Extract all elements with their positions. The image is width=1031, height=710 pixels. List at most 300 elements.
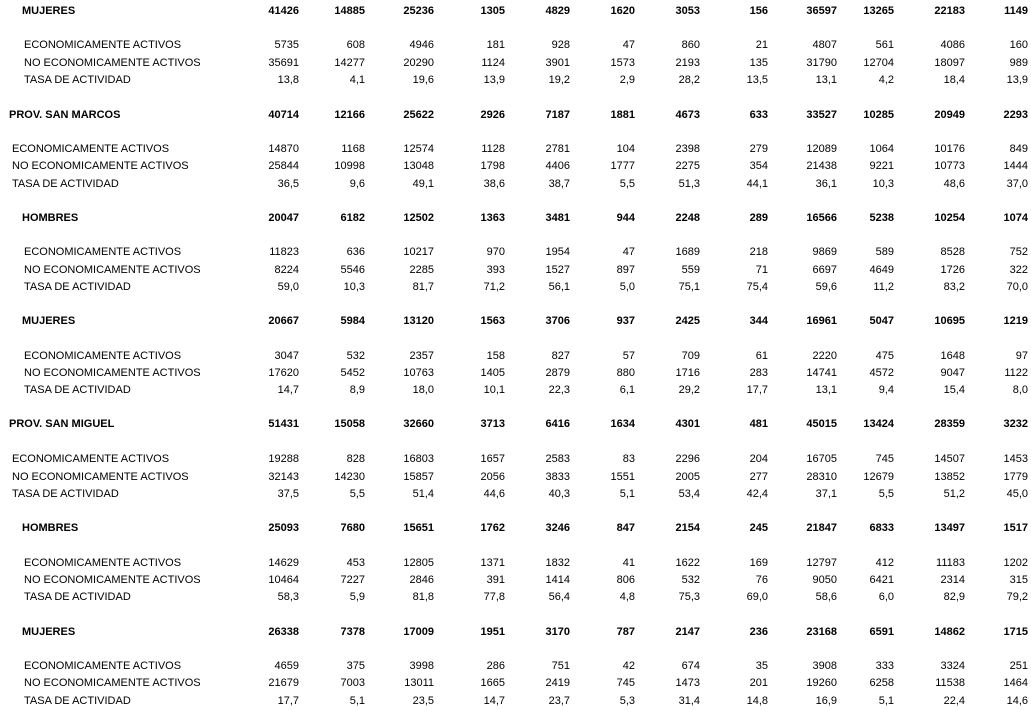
table-cell: 23168 [806, 626, 837, 638]
table-cell: 9,6 [349, 178, 365, 190]
table-cell: 7003 [340, 677, 365, 689]
table-cell: 10,1 [483, 384, 505, 396]
table-cell: 36,5 [277, 178, 299, 190]
table-cell: 42 [622, 660, 635, 672]
table-cell: 169 [749, 557, 768, 569]
table-cell: 827 [551, 350, 570, 362]
table-cell: 1064 [869, 143, 894, 155]
table-cell: 2879 [545, 367, 570, 379]
table-cell: 25622 [403, 109, 434, 121]
table-cell: 3232 [1003, 418, 1028, 430]
table-cell: 12574 [403, 143, 434, 155]
row-label: MUJERES [22, 626, 76, 638]
table-cell: 14,7 [277, 384, 299, 396]
table-cell: 13,8 [277, 74, 299, 86]
table-cell: 15651 [403, 522, 434, 534]
table-cell: 6421 [869, 574, 894, 586]
table-cell: 5,1 [878, 695, 894, 707]
table-cell: 1414 [545, 574, 570, 586]
row-label: TASA DE ACTIVIDAD [24, 384, 131, 396]
table-cell: 79,2 [1006, 591, 1028, 603]
table-cell: 44,1 [746, 178, 768, 190]
table-cell: 45015 [806, 418, 837, 430]
table-cell: 11538 [935, 677, 965, 689]
table-cell: 2193 [675, 57, 700, 69]
table-cell: 8,9 [349, 384, 365, 396]
table-cell: 14,8 [746, 695, 768, 707]
table-cell: 1517 [1003, 522, 1028, 534]
table-cell: 9047 [940, 367, 965, 379]
table-cell: 453 [346, 557, 365, 569]
row-label: ECONOMICAMENTE ACTIVOS [12, 143, 170, 155]
table-cell: 97 [1015, 350, 1028, 362]
table-cell: 28359 [934, 418, 965, 430]
table-cell: 71 [755, 264, 768, 276]
table-cell: 16705 [806, 453, 837, 465]
table-cell: 44,6 [483, 488, 505, 500]
table-cell: 7378 [340, 626, 365, 638]
table-cell: 29,2 [678, 384, 700, 396]
table-cell: 3047 [274, 350, 299, 362]
table-cell: 2583 [545, 453, 570, 465]
table-cell: 3706 [545, 315, 570, 327]
table-cell: 12797 [806, 557, 837, 569]
table-row [0, 488, 1031, 501]
group-row [0, 315, 1031, 328]
table-cell: 3324 [940, 660, 965, 672]
table-cell: 10998 [334, 160, 365, 172]
table-cell: 38,7 [548, 178, 570, 190]
table-cell: 33527 [806, 109, 837, 121]
table-cell: 6697 [812, 264, 837, 276]
table-cell: 1622 [675, 557, 700, 569]
table-cell: 12166 [334, 109, 365, 121]
table-cell: 1124 [481, 57, 505, 69]
table-cell: 2154 [675, 522, 700, 534]
table-cell: 4673 [675, 109, 700, 121]
table-cell: 14,6 [1006, 695, 1028, 707]
province-row [0, 109, 1031, 122]
table-cell: 279 [749, 143, 768, 155]
table-cell: 1305 [480, 5, 505, 17]
table-cell: 1573 [610, 57, 635, 69]
table-cell: 1951 [480, 626, 505, 638]
table-cell: 156 [749, 5, 768, 17]
table-cell: 56,1 [548, 281, 570, 293]
table-cell: 1634 [610, 418, 635, 430]
table-cell: 2248 [675, 212, 700, 224]
table-cell: 1954 [545, 246, 570, 258]
table-cell: 21438 [806, 160, 837, 172]
group-row [0, 522, 1031, 535]
table-cell: 10464 [268, 574, 299, 586]
table-cell: 13,1 [815, 384, 837, 396]
table-cell: 847 [616, 522, 635, 534]
table-cell: 12704 [863, 57, 894, 69]
table-cell: 745 [616, 677, 635, 689]
table-cell: 1715 [1003, 626, 1028, 638]
table-cell: 36,1 [815, 178, 837, 190]
table-cell: 2419 [545, 677, 570, 689]
table-cell: 40,3 [548, 488, 570, 500]
table-cell: 532 [681, 574, 700, 586]
table-cell: 6591 [869, 626, 894, 638]
table-cell: 10285 [863, 109, 894, 121]
table-cell: 40714 [268, 109, 299, 121]
table-cell: 13,9 [483, 74, 505, 86]
table-cell: 19288 [268, 453, 299, 465]
table-cell: 218 [749, 246, 768, 258]
table-cell: 18,4 [943, 74, 965, 86]
table-cell: 83,2 [943, 281, 965, 293]
table-cell: 45,0 [1006, 488, 1028, 500]
table-cell: 286 [486, 660, 505, 672]
table-cell: 59,6 [815, 281, 837, 293]
table-cell: 5984 [340, 315, 365, 327]
table-cell: 16803 [403, 453, 434, 465]
row-label: ECONOMICAMENTE ACTIVOS [24, 39, 182, 51]
table-cell: 1551 [610, 471, 635, 483]
table-cell: 56,4 [548, 591, 570, 603]
table-cell: 12502 [403, 212, 434, 224]
table-cell: 14,7 [483, 695, 505, 707]
table-row [0, 677, 1031, 690]
table-cell: 412 [875, 557, 894, 569]
table-cell: 6182 [340, 212, 365, 224]
table-cell: 14277 [334, 57, 365, 69]
table-cell: 3908 [812, 660, 837, 672]
table-cell: 589 [875, 246, 894, 258]
table-cell: 22183 [934, 5, 965, 17]
table-cell: 16961 [806, 315, 837, 327]
table-cell: 69,0 [746, 591, 768, 603]
table-cell: 245 [749, 522, 768, 534]
table-cell: 5,0 [619, 281, 635, 293]
table-cell: 283 [749, 367, 768, 379]
table-row [0, 281, 1031, 294]
table-cell: 18,0 [412, 384, 434, 396]
table-cell: 51,4 [412, 488, 434, 500]
table-cell: 20047 [268, 212, 299, 224]
table-cell: 158 [486, 350, 505, 362]
table-cell: 1832 [545, 557, 570, 569]
row-label: HOMBRES [22, 212, 79, 224]
group-row [0, 626, 1031, 639]
table-cell: 2926 [480, 109, 505, 121]
table-cell: 48,6 [943, 178, 965, 190]
table-cell: 13497 [934, 522, 965, 534]
group-row [0, 5, 1031, 18]
table-cell: 22,4 [943, 695, 965, 707]
table-row [0, 453, 1031, 466]
table-cell: 10176 [934, 143, 965, 155]
table-cell: 28310 [806, 471, 837, 483]
table-row [0, 695, 1031, 708]
table-cell: 51431 [268, 418, 299, 430]
table-cell: 6416 [545, 418, 570, 430]
table-cell: 1074 [1003, 212, 1028, 224]
table-cell: 4406 [545, 160, 570, 172]
table-cell: 25844 [268, 160, 299, 172]
table-cell: 3998 [409, 660, 434, 672]
table-cell: 289 [749, 212, 768, 224]
table-cell: 37,1 [815, 488, 837, 500]
table-cell: 937 [616, 315, 635, 327]
table-cell: 76 [755, 574, 768, 586]
table-cell: 3246 [545, 522, 570, 534]
table-cell: 561 [875, 39, 894, 51]
table-cell: 82,9 [943, 591, 965, 603]
table-cell: 1405 [480, 367, 505, 379]
table-cell: 15058 [334, 418, 365, 430]
table-cell: 277 [749, 471, 768, 483]
table-cell: 2846 [409, 574, 434, 586]
table-cell: 636 [346, 246, 365, 258]
table-row [0, 178, 1031, 191]
table-cell: 6,0 [878, 591, 894, 603]
table-cell: 14629 [268, 557, 299, 569]
row-label: MUJERES [22, 5, 76, 17]
row-label: ECONOMICAMENTE ACTIVOS [12, 453, 170, 465]
table-cell: 51,2 [943, 488, 965, 500]
table-cell: 354 [749, 160, 768, 172]
group-row [0, 212, 1031, 225]
table-cell: 13265 [863, 5, 894, 17]
table-cell: 5,5 [349, 488, 365, 500]
table-cell: 9869 [812, 246, 837, 258]
table-cell: 4829 [545, 5, 570, 17]
table-cell: 20949 [934, 109, 965, 121]
table-cell: 1363 [480, 212, 505, 224]
table-cell: 1453 [1003, 453, 1028, 465]
table-cell: 13852 [934, 471, 965, 483]
table-cell: 21 [755, 39, 768, 51]
table-cell: 25236 [403, 5, 434, 17]
table-row [0, 57, 1031, 70]
table-cell: 35691 [268, 57, 299, 69]
table-cell: 2781 [545, 143, 570, 155]
table-cell: 20290 [403, 57, 434, 69]
table-cell: 160 [1009, 39, 1028, 51]
table-cell: 10254 [934, 212, 965, 224]
table-cell: 3170 [545, 626, 570, 638]
table-cell: 849 [1009, 143, 1028, 155]
table-cell: 1202 [1003, 557, 1028, 569]
table-cell: 6833 [869, 522, 894, 534]
table-cell: 10217 [403, 246, 434, 258]
table-cell: 6,1 [619, 384, 635, 396]
table-row [0, 74, 1031, 87]
row-label: TASA DE ACTIVIDAD [24, 695, 131, 707]
table-cell: 1798 [480, 160, 505, 172]
table-cell: 13424 [863, 418, 894, 430]
table-cell: 35 [755, 660, 768, 672]
table-cell: 344 [749, 315, 768, 327]
table-cell: 13120 [403, 315, 434, 327]
table-cell: 1128 [481, 143, 505, 155]
table-cell: 16566 [806, 212, 837, 224]
table-cell: 4649 [869, 264, 894, 276]
table-row [0, 591, 1031, 604]
table-cell: 11,2 [873, 281, 894, 293]
table-cell: 23,5 [412, 695, 434, 707]
table-cell: 28,2 [678, 74, 700, 86]
table-cell: 204 [749, 453, 768, 465]
table-cell: 181 [486, 39, 505, 51]
row-label: NO ECONOMICAMENTE ACTIVOS [24, 367, 201, 379]
table-cell: 16,9 [815, 695, 837, 707]
table-cell: 8224 [274, 264, 299, 276]
table-cell: 81,7 [412, 281, 434, 293]
table-cell: 41426 [268, 5, 299, 17]
table-cell: 19,6 [412, 74, 434, 86]
table-cell: 13,9 [1006, 74, 1028, 86]
table-cell: 1464 [1003, 677, 1028, 689]
table-cell: 10,3 [872, 178, 894, 190]
table-row [0, 471, 1031, 484]
table-cell: 8528 [940, 246, 965, 258]
table-cell: 709 [681, 350, 700, 362]
table-cell: 1168 [341, 143, 365, 155]
table-cell: 5047 [869, 315, 894, 327]
table-cell: 17009 [403, 626, 434, 638]
table-cell: 532 [346, 350, 365, 362]
table-row [0, 384, 1031, 397]
row-label: NO ECONOMICAMENTE ACTIVOS [12, 471, 189, 483]
table-cell: 12089 [806, 143, 837, 155]
table-cell: 1563 [480, 315, 505, 327]
table-row [0, 350, 1031, 363]
table-cell: 1762 [480, 522, 505, 534]
table-cell: 860 [681, 39, 700, 51]
table-cell: 59,0 [277, 281, 299, 293]
table-cell: 236 [749, 626, 768, 638]
table-cell: 1473 [675, 677, 700, 689]
table-cell: 752 [1009, 246, 1028, 258]
table-cell: 1689 [675, 246, 700, 258]
table-cell: 14507 [934, 453, 965, 465]
table-cell: 928 [551, 39, 570, 51]
row-label: ECONOMICAMENTE ACTIVOS [24, 557, 182, 569]
table-cell: 2147 [675, 626, 700, 638]
table-cell: 2398 [675, 143, 700, 155]
table-cell: 7187 [545, 109, 570, 121]
table-cell: 10763 [403, 367, 434, 379]
table-cell: 333 [875, 660, 894, 672]
table-cell: 4572 [869, 367, 894, 379]
table-cell: 10695 [934, 315, 965, 327]
table-cell: 32660 [403, 418, 434, 430]
table-cell: 4,1 [349, 74, 365, 86]
table-cell: 38,6 [483, 178, 505, 190]
table-cell: 880 [616, 367, 635, 379]
table-cell: 23,7 [548, 695, 570, 707]
table-cell: 633 [749, 109, 768, 121]
table-cell: 828 [346, 453, 365, 465]
table-row [0, 264, 1031, 277]
table-cell: 3901 [545, 57, 570, 69]
table-cell: 5452 [340, 367, 365, 379]
table-cell: 5,5 [878, 488, 894, 500]
table-cell: 135 [749, 57, 768, 69]
table-row [0, 143, 1031, 156]
table-cell: 201 [749, 677, 768, 689]
table-cell: 897 [616, 264, 635, 276]
table-cell: 7680 [340, 522, 365, 534]
table-cell: 37,5 [277, 488, 299, 500]
table-cell: 51,3 [678, 178, 700, 190]
table-cell: 559 [681, 264, 700, 276]
row-label: NO ECONOMICAMENTE ACTIVOS [12, 160, 189, 172]
table-row [0, 367, 1031, 380]
table-cell: 47 [622, 39, 635, 51]
table-cell: 13,5 [746, 74, 768, 86]
table-cell: 21679 [268, 677, 299, 689]
table-cell: 8,0 [1012, 384, 1028, 396]
table-cell: 2005 [675, 471, 700, 483]
table-cell: 1716 [675, 367, 700, 379]
table-cell: 22,3 [548, 384, 570, 396]
table-cell: 9,4 [878, 384, 894, 396]
table-cell: 14230 [334, 471, 365, 483]
table-cell: 10773 [934, 160, 965, 172]
table-cell: 1527 [545, 264, 570, 276]
table-cell: 4086 [940, 39, 965, 51]
row-label: ECONOMICAMENTE ACTIVOS [24, 660, 182, 672]
table-cell: 26338 [268, 626, 299, 638]
table-cell: 104 [616, 143, 635, 155]
table-cell: 989 [1009, 57, 1028, 69]
table-cell: 14862 [934, 626, 965, 638]
table-cell: 391 [486, 574, 505, 586]
table-cell: 4,2 [878, 74, 894, 86]
table-cell: 1444 [1003, 160, 1028, 172]
table-cell: 2293 [1003, 109, 1028, 121]
table-cell: 75,1 [678, 281, 700, 293]
table-cell: 14741 [806, 367, 837, 379]
table-cell: 1777 [610, 160, 635, 172]
table-cell: 75,3 [678, 591, 700, 603]
province-row [0, 418, 1031, 431]
table-cell: 5,9 [349, 591, 365, 603]
row-label: HOMBRES [22, 522, 79, 534]
table-cell: 787 [616, 626, 635, 638]
table-cell: 13048 [403, 160, 434, 172]
table-cell: 2275 [675, 160, 700, 172]
table-cell: 375 [346, 660, 365, 672]
table-cell: 20667 [268, 315, 299, 327]
table-cell: 13011 [404, 677, 434, 689]
table-cell: 2425 [675, 315, 700, 327]
table-cell: 5,3 [619, 695, 635, 707]
table-cell: 12679 [863, 471, 894, 483]
table-row [0, 660, 1031, 673]
table-cell: 6258 [869, 677, 894, 689]
table-row [0, 160, 1031, 173]
table-cell: 42,4 [746, 488, 768, 500]
table-cell: 4946 [409, 39, 434, 51]
table-cell: 806 [616, 574, 635, 586]
row-label: TASA DE ACTIVIDAD [12, 178, 119, 190]
row-label: NO ECONOMICAMENTE ACTIVOS [24, 574, 201, 586]
table-cell: 15,4 [943, 384, 965, 396]
table-cell: 674 [681, 660, 700, 672]
table-cell: 11823 [269, 246, 299, 258]
table-cell: 81,8 [412, 591, 434, 603]
table-cell: 745 [875, 453, 894, 465]
table-cell: 3053 [675, 5, 700, 17]
table-cell: 475 [875, 350, 894, 362]
